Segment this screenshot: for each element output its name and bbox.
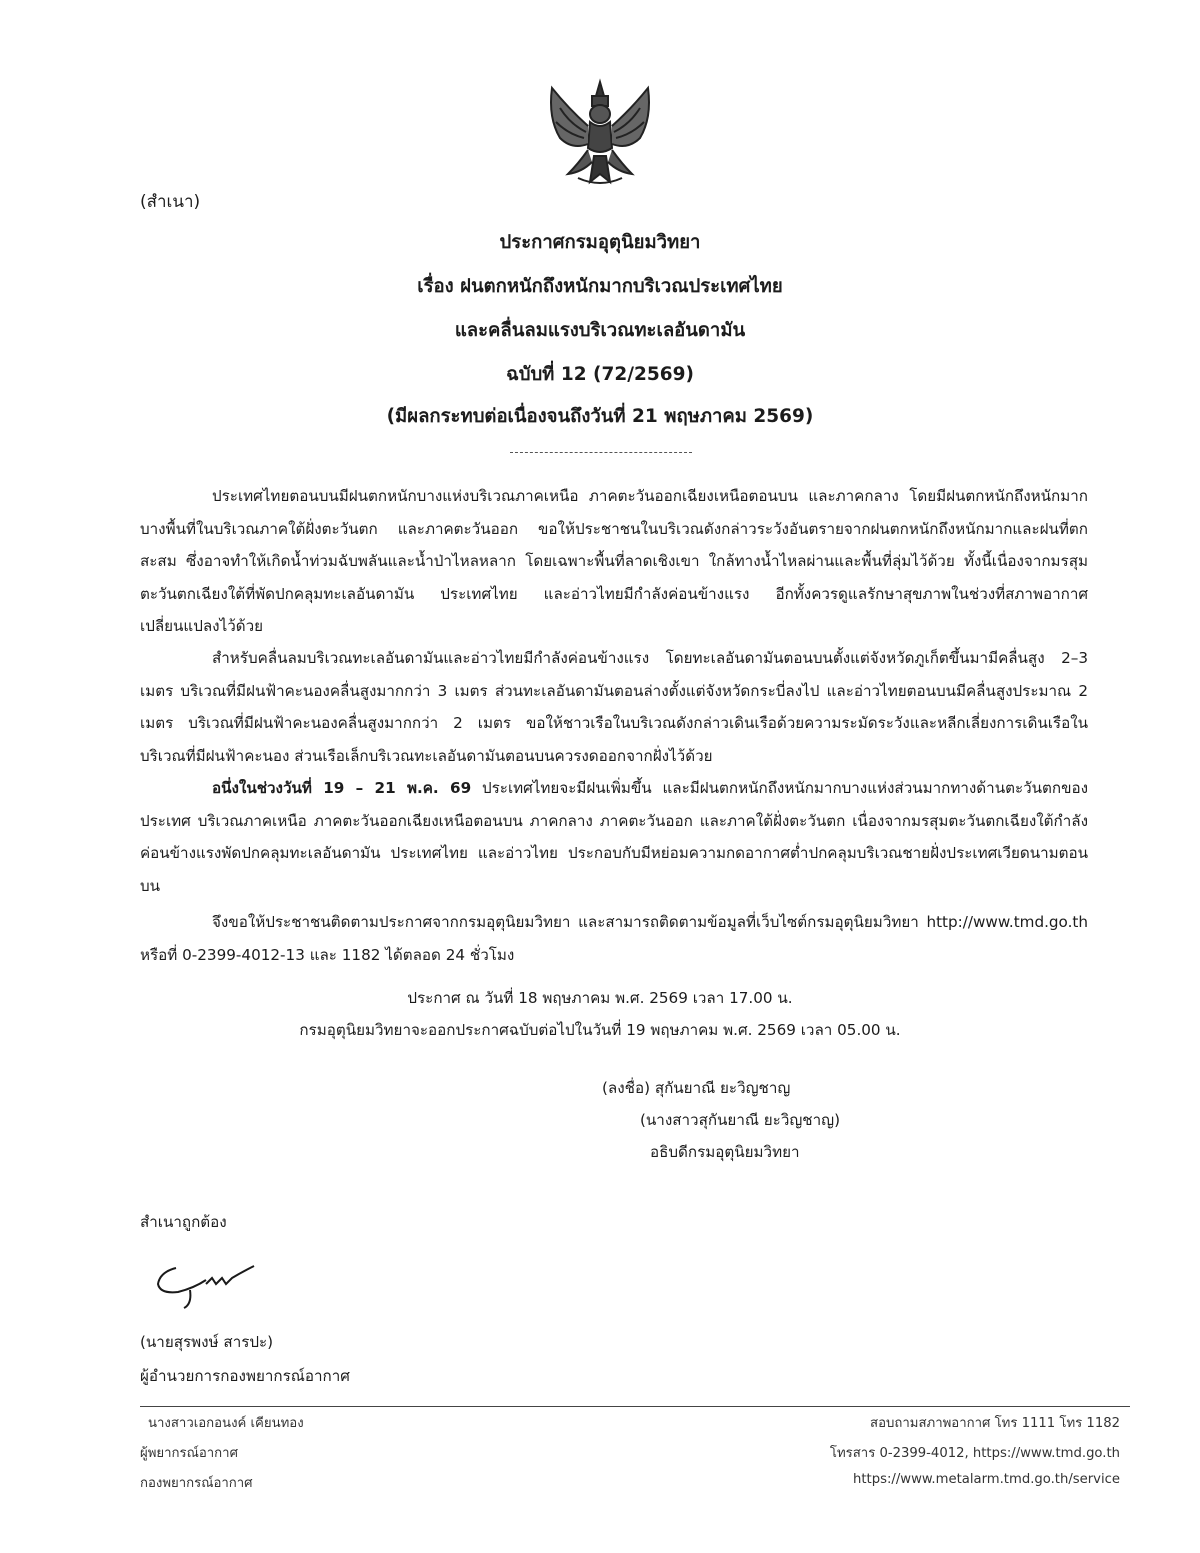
paragraph-rain-warning: ประเทศไทยตอนบนมีฝนตกหนักบางแห่งบริเวณภาคเหนือ ภาคตะวันออกเฉียงเหนือตอนบน และภาคกลาง โดยมีฝนตกหนักถึงหนักมากบางพื้นที่ในบริเวณภาคใต้ฝั่งตะวันตก และภาคตะวันออก ขอให้ประชาชนในบริเวณดังกล่าวระวังอันตรายจากฝนตกหนักถึงหนักมากและฝนที่ตกสะสม ซึ่งอาจทำให้เกิดน้ำท่วมฉับพลันและน้ำป่าไหลหลาก โดยเฉพาะพื้นที่ลาดเชิงเขา ใกล้ทางน้ำไหลผ่านและพื้นที่ลุ่มไว้ด้วย ทั้งนี้เนื่องจากมรสุมตะวันตกเฉียงใต้ที่พัดปกคลุมทะเลอันดามัน ประเทศไทย และอ่าวไทยมีกำลังค่อนข้างแรง อีกทั้งควรดูแลรักษาสุขภาพในช่วงที่สภาพอากาศเปลี่ยนแปลงไว้ด้วย [140,487,1088,636]
signature-icon [150,1262,270,1312]
certifier-name: (นายสุรพงษ์ สารปะ) [140,1333,274,1351]
certified-label: สำเนาถูกต้อง [140,1213,227,1231]
footer-divider [140,1406,1130,1407]
title-line-1: ประกาศกรมอุตุนิยมวิทยา [499,232,701,253]
title-line-4: ฉบับที่ 12 (72/2569) [506,364,694,385]
announce-date: ประกาศ ณ วันที่ 18 พฤษภาคม พ.ศ. 2569 เวลา 17.00 น. [407,989,793,1007]
certifier-position: ผู้อำนวยการกองพยากรณ์อากาศ [140,1367,350,1385]
footer-author-division: กองพยากรณ์อากาศ [140,1476,253,1491]
forecast-date-range: อนึ่งในช่วงวันที่ 19 – 21 พ.ค. 69 [212,779,472,797]
garuda-emblem-icon [538,78,662,190]
signatory-position: อธิบดีกรมอุตุนิยมวิทยา [650,1143,800,1161]
footer-author-role: ผู้พยากรณ์อากาศ [140,1446,238,1461]
footer-author: นางสาวเอกอนงค์ เคียนทอง [148,1416,304,1431]
footer-service-link[interactable]: https://www.metalarm.tmd.go.th/service [853,1472,1120,1487]
paragraph-wave-warning: สำหรับคลื่นลมบริเวณทะเลอันดามันและอ่าวไทยมีกำลังค่อนข้างแรง โดยทะเลอันดามันตอนบนตั้งแต่จังหวัดภูเก็ตขึ้นมามีคลื่นสูง 2–3 เมตร บริเวณที่มีฝนฟ้าคะนองคลื่นสูงมากกว่า 3 เมตร ส่วนทะเลอันดามันตอนล่างตั้งแต่จังหวัดกระบี่ลงไป และอ่าวไทยตอนบนมีคลื่นสูงประมาณ 2 เมตร บริเวณที่มีฝนฟ้าคะนองคลื่นสูงมากกว่า 2 เมตร ขอให้ชาวเรือในบริเวณดังกล่าวเดินเรือด้วยความระมัดระวังและหลีกเลี่ยงการเดินเรือในบริเวณที่มีฝนฟ้าคะนอง ส่วนเรือเล็กบริเวณทะเลอันดามันตอนบนควรงดออกจากฝั่งไว้ด้วย [140,649,1088,765]
next-announce: กรมอุตุนิยมวิทยาจะออกประกาศฉบับต่อไปในวันที่ 19 พฤษภาคม พ.ศ. 2569 เวลา 05.00 น. [299,1021,901,1039]
paragraph-forecast [140,772,1088,902]
footer-fax-link[interactable]: โทรสาร 0-2399-4012, https://www.tmd.go.th [829,1446,1120,1461]
signatory-name: (นางสาวสุกันยาณี ยะวิญชาญ) [640,1111,840,1129]
paragraph-contact: จึงขอให้ประชาชนติดตามประกาศจากกรมอุตุนิยมวิทยา และสามารถติดตามข้อมูลที่เว็บไซต์กรมอุตุนิยมวิทยา http://www.tmd.go.th หรือที่ 0-2399-4012-13 และ 1182 ได้ตลอด 24 ชั่วโมง [140,913,1088,964]
title-line-3: และคลื่นลมแรงบริเวณทะเลอันดามัน [454,320,746,341]
forecast-text: ประเทศไทยจะมีฝนเพิ่มขึ้น และมีฝนตกหนักถึงหนักมากบางแห่งส่วนมากทางด้านตะวันตกของประเทศ บริเวณภาคเหนือ ภาคตะวันออกเฉียงเหนือตอนบน ภาคกลาง ภาคตะวันออก และภาคใต้ฝั่งตะวันตก เนื่องจากมรสุมตะวันตกเฉียงใต้กำลังค่อนข้างแรงพัดปกคลุมทะเลอันดามัน ประเทศไทย และอ่าวไทย ประกอบกับมีหย่อมความกดอากาศต่ำปกคลุมบริเวณชายฝั่งประเทศเวียดนามตอนบน [140,779,1088,895]
title-line-2: เรื่อง ฝนตกหนักถึงหนักมากบริเวณประเทศไทย [417,276,783,297]
signed-by: (ลงชื่อ) สุกันยาณี ยะวิญชาญ [602,1079,791,1097]
copy-mark: (สำเนา) [140,192,201,212]
footer-phone: สอบถามสภาพอากาศ โทร 1111 โทร 1182 [870,1416,1120,1431]
title-line-5: (มีผลกระทบต่อเนื่องจนถึงวันที่ 21 พฤษภาคม 2569) [386,406,814,427]
title-divider [510,452,692,453]
